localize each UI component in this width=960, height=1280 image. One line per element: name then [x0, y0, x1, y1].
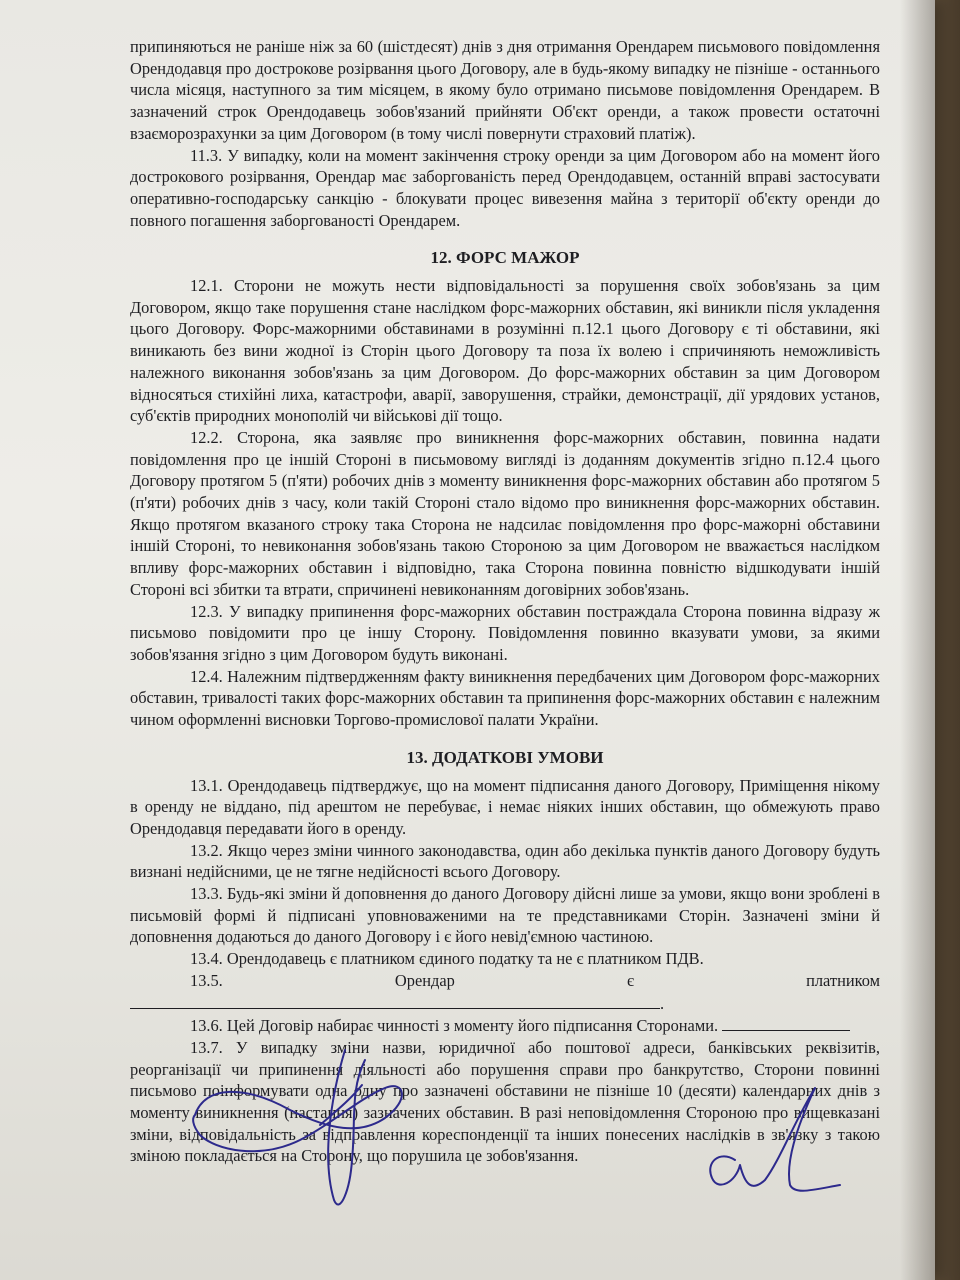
paragraph-continuation: припиняються не раніше ніж за 60 (шістдесят) днів з дня отримання Орендарем письмового повідомлення Орендодавця про дострокове розірвання цього Договору, але в будь-якому випадку не пізніше - останнього числа місяця, наступного за тим місяцем, в якому було отримано письмове повідомлення Орендарем. В зазначений строк Орендодавець зобов'язаний прийняти Об'єкт оренди, а також провести остаточні взаєморозрахунки за цим Договором (в тому числі повернути страховий платіж). [130, 37, 880, 143]
paragraph-13-4: 13.4. Орендодавець є платником єдиного податку та не є платником ПДВ. [190, 949, 704, 969]
paragraph-13-3: 13.3. Будь-які зміни й доповнення до даного Договору дійсні лише за умови, якщо вони зроблені в письмовій формі й підписані уповноваженими на те представниками Сторін. Зазначені зміни й доповнення додаються до даного Договору і є його невід'ємною частиною. [130, 884, 880, 947]
paragraph-13-6 [130, 1014, 880, 1037]
paragraph-13-5 [130, 970, 880, 1014]
desk-edge [900, 0, 960, 1280]
blank-fill-line [130, 992, 660, 1009]
paragraph-12-4: 12.4. Належним підтвердженням факту виникнення передбачених цим Договором форс-мажорних обставин, тривалості таких форс-мажорних обставин та припинення форс-мажорних обставин є належним чином оформленні висновки Торгово-промислової палати України. [130, 666, 880, 730]
paragraph-13-7: 13.7. У випадку зміни назви, юридичної або поштової адреси, банківських реквізитів, реорганізації чи припинення діяльності або порушення справи про банкрутство, Сторони повинні письмово поінформувати одна одну про зазначені обставини не пізніше 10 (десяти) календарних днів з моменту виникнення (настання) зазначених обставин. В разі неповідомлення Стороною про вищевказані зміни, відповідальність за відправлення кореспонденції та інших понесених наслідків в зв'язку з такою зміною покладається на Сторону, що порушила це зобов'язання. [130, 1037, 880, 1166]
paragraph-13-2: 13.2. Якщо через зміни чинного законодавства, один або декілька пунктів даного Договору будуть визнані недійсними, це не тягне недійсності всього Договору. [130, 840, 880, 882]
paragraph-13-5-period: . [660, 993, 665, 1013]
section-12-title: 12. ФОРС МАЖОР [430, 248, 580, 268]
paragraph-12-1: 12.1. Сторони не можуть нести відповідальності за порушення своїх зобов'язань за цим Договором, якщо таке порушення стане наслідком форс-мажорних обставин, які виникли після укладення цього Договору. Форс-мажорними обставинами в розумінні п.12.1 цього Договору є ті обставини, які виникають без вини жодної із Сторін цього Договору та поза їх волею і спричиняють неможливість належного виконання зобов'язань за цим Договором. До форс-мажорних обставин за цим Договором відносяться стихійні лиха, катастрофи, аварії, заворушення, страйки, демонстрації, дії урядових установ, суб'єктів природних монополій чи військові дії тощо. [130, 276, 880, 426]
paragraph-13-1: 13.1. Орендодавець підтверджує, що на момент підписання даного Договору, Приміщення нікому в оренду не віддано, під арештом не перебуває, і немає ніяких інших обставин, що обмежують право Орендодавця передавати його в оренду. [130, 775, 880, 838]
paragraph-13-6-text: 13.6. Цей Договір набирає чинності з моменту його підписання Сторонами. [190, 1016, 719, 1036]
section-13-title: 13. ДОДАТКОВІ УМОВИ [406, 747, 604, 767]
paragraph-12-2: 12.2. Сторона, яка заявляє про виникнення форс-мажорних обставин, повинна надати повідомлення про це іншій Стороні в письмовому вигляді із доданням документів згідно п.12.4 цього Договору протягом 5 (п'яти) робочих днів з моменту виникнення форс-мажорних обставин або протягом 5 (п'яти) робочих днів з часу, коли такій Стороні стало відомо про виникнення форс-мажорних обставин. Якщо протягом вказаного строку така Сторона не надсилає повідомлення про форс-мажорні обставини іншій Стороні, то невиконання зобов'язань такою Стороною за цим Договором не вважається наслідком впливу форс-мажорних обставин і відповідно, така Сторона повинна повністю відшкодувати іншій Стороні всі збитки та втрати, спричинені невиконанням договірних зобов'язань. [130, 427, 880, 599]
document-body [130, 36, 880, 1167]
paragraph-11-3: 11.3. У випадку, коли на момент закінчення строку оренди за цим Договором або на момент його дострокового розірвання, Орендар має заборгованість перед Орендодавцем, останній вправі застосувати оперативно-господарську санкцію - блокувати процес вивезення майна з території об'єкту оренди до повного погашення заборгованості Орендарем. [130, 145, 880, 230]
paragraph-12-3: 12.3. У випадку припинення форс-мажорних обставин постраждала Сторона повинна відразу ж письмово повідомити про це іншу Сторону. Повідомлення повинно вказувати умови, за якими зобов'язання згідно з цим Договором будуть виконані. [130, 601, 880, 664]
blank-fill-line [722, 1014, 850, 1031]
paragraph-13-5-text: 13.5. Орендар є платником [190, 970, 880, 990]
